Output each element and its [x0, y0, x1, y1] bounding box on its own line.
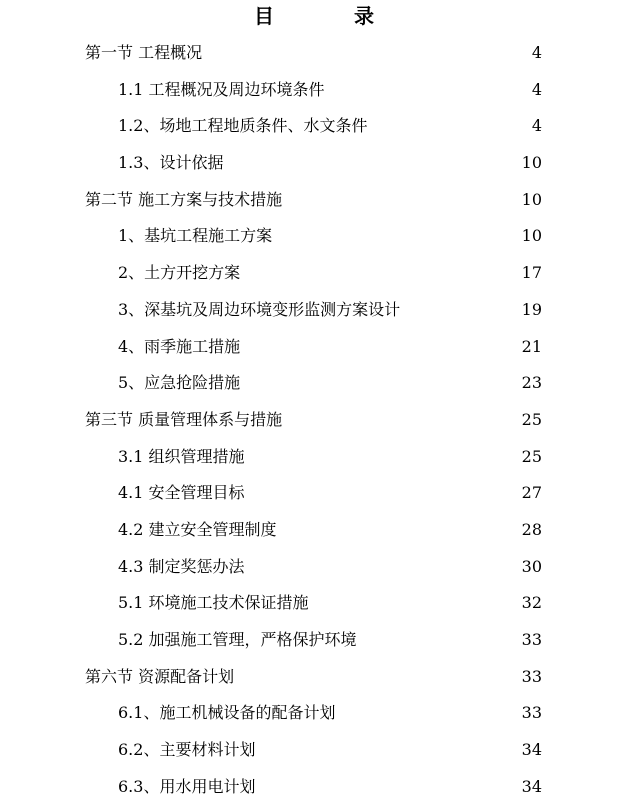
toc-section-row[interactable] — [0, 659, 628, 696]
toc-subsection-row[interactable] — [0, 585, 628, 622]
toc-subsection-row[interactable] — [0, 732, 628, 769]
toc-entry-label: 5.2 加强施工管理，严格保护环境 — [118, 630, 357, 649]
toc-entry-label: 4、雨季施工措施 — [118, 336, 241, 356]
toc-entry-label: 1、基坑工程施工方案 — [118, 226, 273, 246]
toc-page-number: 33 — [521, 666, 542, 686]
toc-entry-label: 2、土方开挖方案 — [118, 263, 241, 283]
toc-subsection-row[interactable] — [0, 622, 628, 659]
toc-title: 目 录 — [254, 4, 404, 28]
toc-entry-label: 第六节 资源配备计划 — [85, 666, 235, 686]
toc-entry-label: 6.2、主要材料计划 — [118, 740, 256, 760]
toc-subsection-row[interactable] — [0, 329, 628, 366]
toc-page-number: 27 — [521, 483, 542, 503]
toc-entry-label: 5.1 环境施工技术保证措施 — [118, 593, 309, 613]
toc-page-number: 10 — [521, 226, 542, 246]
toc-subsection-row[interactable] — [0, 365, 628, 402]
toc-entry-label: 5、应急抢险措施 — [118, 373, 241, 393]
toc-section-row[interactable] — [0, 35, 628, 72]
toc-subsection-row[interactable] — [0, 218, 628, 255]
toc-page-number: 25 — [521, 446, 542, 466]
toc-section-row[interactable] — [0, 182, 628, 219]
toc-page-number: 4 — [531, 79, 542, 99]
toc-subsection-row[interactable] — [0, 108, 628, 145]
toc-subsection-row[interactable] — [0, 255, 628, 292]
toc-page-number: 32 — [521, 593, 542, 613]
toc-section-row[interactable] — [0, 402, 628, 439]
toc-page-number: 10 — [521, 189, 542, 209]
toc-page-number: 4 — [531, 116, 542, 136]
toc-entry-label: 第一节 工程概况 — [85, 43, 203, 62]
toc-entry-label: 4.2 建立安全管理制度 — [118, 519, 277, 539]
toc-subsection-row[interactable] — [0, 475, 628, 512]
toc-entry-label: 6.1、施工机械设备的配备计划 — [118, 703, 336, 723]
toc-subsection-row[interactable] — [0, 292, 628, 329]
toc-list — [0, 35, 628, 805]
toc-subsection-row[interactable] — [0, 439, 628, 476]
toc-page-number: 4 — [531, 43, 542, 62]
toc-page-number: 10 — [521, 153, 542, 173]
toc-entry-label: 第二节 施工方案与技术措施 — [85, 189, 283, 209]
toc-entry-label: 4.1 安全管理目标 — [118, 483, 245, 503]
toc-entry-label: 1.3、设计依据 — [118, 153, 224, 173]
toc-entry-label: 6.3、用水用电计划 — [118, 776, 256, 796]
toc-entry-label: 1.1 工程概况及周边环境条件 — [118, 79, 325, 99]
toc-page-number: 28 — [521, 519, 542, 539]
toc-subsection-row[interactable] — [0, 695, 628, 732]
toc-page-number: 34 — [521, 740, 542, 760]
toc-page-number: 34 — [521, 776, 542, 796]
toc-page-number: 21 — [521, 336, 542, 356]
toc-page-number: 33 — [521, 630, 542, 649]
toc-subsection-row[interactable] — [0, 512, 628, 549]
toc-entry-label: 4.3 制定奖惩办法 — [118, 556, 245, 576]
toc-subsection-row[interactable] — [0, 72, 628, 109]
toc-subsection-row[interactable] — [0, 145, 628, 182]
toc-page-number: 25 — [521, 409, 542, 429]
toc-page-number: 19 — [521, 299, 542, 319]
toc-entry-label: 1.2、场地工程地质条件、水文条件 — [118, 116, 368, 136]
toc-entry-label: 3、深基坑及周边环境变形监测方案设计 — [118, 299, 401, 319]
toc-page-number: 33 — [521, 703, 542, 723]
toc-page-number: 30 — [521, 556, 542, 576]
toc-page-number: 23 — [521, 373, 542, 393]
toc-page-number: 17 — [521, 263, 542, 283]
toc-subsection-row[interactable] — [0, 549, 628, 586]
toc-entry-label: 3.1 组织管理措施 — [118, 446, 245, 466]
toc-subsection-row[interactable] — [0, 769, 628, 806]
toc-entry-label: 第三节 质量管理体系与措施 — [85, 409, 283, 429]
